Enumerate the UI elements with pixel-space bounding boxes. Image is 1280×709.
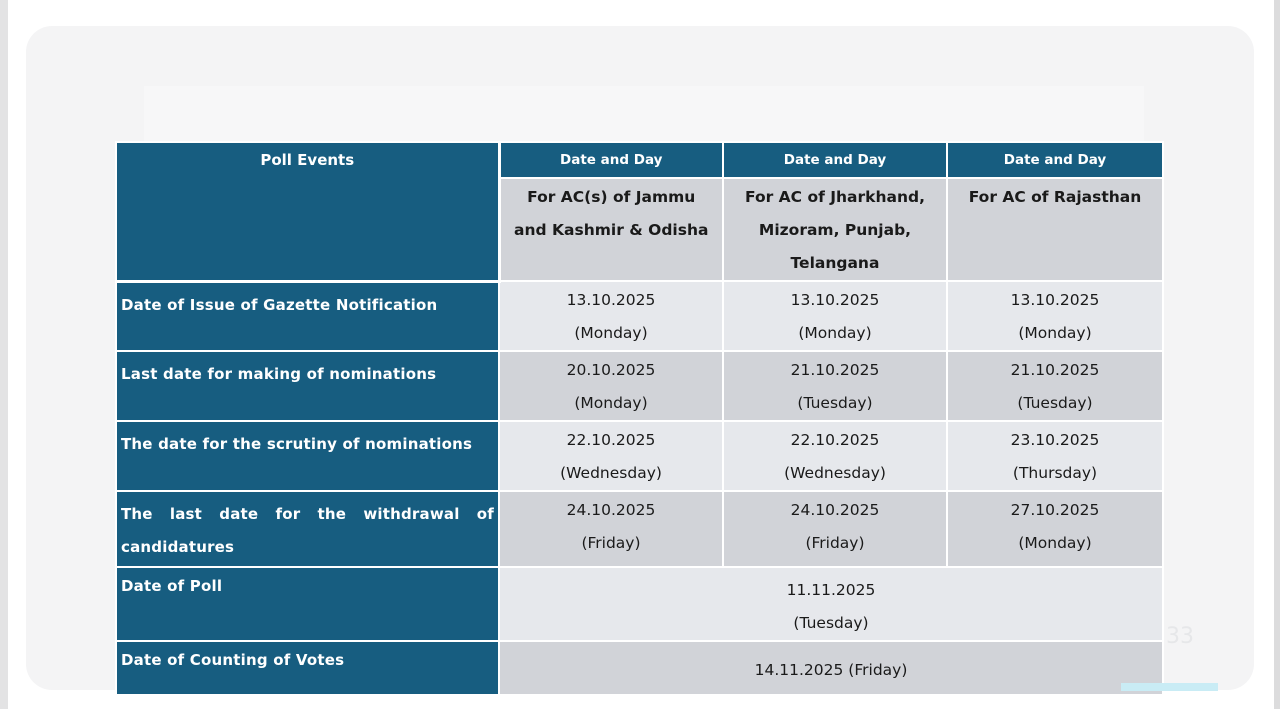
event-label: Date of Issue of Gazette Notification (116, 281, 499, 351)
page-number: 33 (1166, 624, 1194, 649)
date-cell (723, 281, 947, 351)
date-value: 27.10.2025 (1010, 501, 1100, 519)
left-edge-bar (0, 0, 8, 709)
date-value: 13.10.2025 (1010, 291, 1100, 309)
date-and-day-header: Date and Day (723, 142, 947, 178)
day-value: (Monday) (798, 324, 872, 342)
day-value: (Tuesday) (797, 394, 873, 412)
event-label: The date for the scrutiny of nominations (116, 421, 499, 491)
table-row (116, 491, 1163, 567)
group-header-jk-odisha: For AC(s) of Jammu and Kashmir & Odisha (499, 178, 723, 281)
date-value: 13.10.2025 (566, 291, 656, 309)
date-cell (947, 351, 1163, 421)
date-cell (947, 281, 1163, 351)
header-row (116, 142, 1163, 178)
date-value: 21.10.2025 (1010, 361, 1100, 379)
event-label: Last date for making of nominations (116, 351, 499, 421)
day-value: (Tuesday) (1017, 394, 1093, 412)
date-cell (723, 351, 947, 421)
day-value: (Monday) (574, 324, 648, 342)
date-value: 20.10.2025 (566, 361, 656, 379)
date-value: 24.10.2025 (790, 501, 880, 519)
group-header-jharkhand-mizoram-punjab-telangana: For AC of Jharkhand, Mizoram, Punjab, Telangana (723, 178, 947, 281)
day-value: (Wednesday) (560, 464, 662, 482)
day-value: (Friday) (805, 534, 865, 552)
date-value: 22.10.2025 (566, 431, 656, 449)
date-value: 24.10.2025 (566, 501, 656, 519)
day-value: (Monday) (1018, 534, 1092, 552)
date-cell (723, 491, 947, 567)
date-day-value: 14.11.2025 (Friday) (754, 660, 908, 679)
table-row (116, 281, 1163, 351)
date-value: 13.10.2025 (790, 291, 880, 309)
table-row-counting (116, 641, 1163, 695)
day-value: (Monday) (574, 394, 648, 412)
date-and-day-header: Date and Day (499, 142, 723, 178)
right-edge-bar (1274, 0, 1280, 709)
date-value: 11.11.2025 (786, 581, 876, 599)
poll-date-cell (499, 567, 1163, 641)
day-value: (Wednesday) (784, 464, 886, 482)
date-cell (499, 281, 723, 351)
event-label: Date of Poll (116, 567, 499, 641)
group-header-rajasthan: For AC of Rajasthan (947, 178, 1163, 281)
table-row-poll (116, 567, 1163, 641)
date-cell (723, 421, 947, 491)
table-row (116, 351, 1163, 421)
table-row (116, 421, 1163, 491)
poll-events-header: Poll Events (116, 142, 499, 281)
day-value: (Monday) (1018, 324, 1092, 342)
date-value: 22.10.2025 (790, 431, 880, 449)
day-value: (Friday) (581, 534, 641, 552)
counting-date-cell (499, 641, 1163, 695)
date-cell (947, 421, 1163, 491)
date-cell (499, 421, 723, 491)
event-label: The last date for the withdrawal of candidatures (116, 491, 499, 567)
day-value: (Tuesday) (793, 614, 869, 632)
accent-bar (1121, 683, 1218, 691)
date-cell (499, 491, 723, 567)
poll-schedule-table (115, 141, 1164, 696)
date-value: 21.10.2025 (790, 361, 880, 379)
event-label: Date of Counting of Votes (116, 641, 499, 695)
date-value: 23.10.2025 (1010, 431, 1100, 449)
date-cell (499, 351, 723, 421)
day-value: (Thursday) (1012, 464, 1098, 482)
date-and-day-header: Date and Day (947, 142, 1163, 178)
date-cell (947, 491, 1163, 567)
